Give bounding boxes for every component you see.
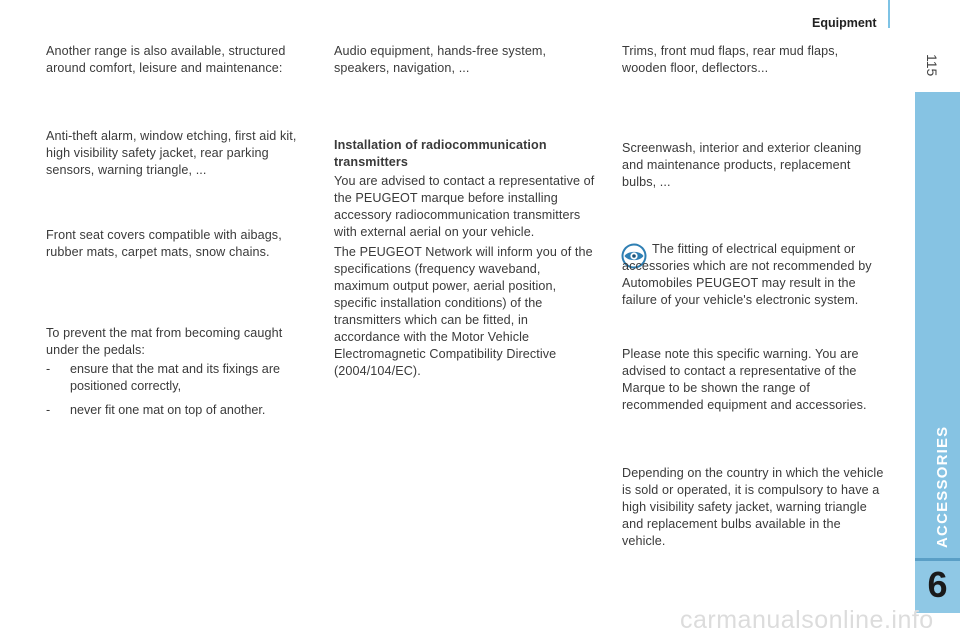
list-item: - never fit one mat on top of another. [46, 403, 266, 417]
section-label: ACCESSORIES [934, 425, 951, 548]
chapter-number: 6 [927, 564, 948, 605]
col1-paragraph-security: Anti-theft alarm, window etching, first aid kit, high visibility safety jacket, rear parking sensors, warning triangle, ... [46, 129, 297, 177]
col2-heading-radio: Installation of radiocommunication transmitters [334, 138, 547, 169]
page-header-title: Equipment [812, 16, 877, 30]
col3-paragraph-warning-note: The fitting of electrical equipment or accessories which are not recommended by Automobiles PEUGEOT may result in the failure of your vehicle's electronic system. [622, 242, 872, 307]
page-number: 115 [924, 54, 940, 77]
col2-paragraph-audio: Audio equipment, hands-free system, speakers, navigation, ... [334, 44, 547, 75]
col3-paragraph-screenwash: Screenwash, interior and exterior cleaning and maintenance products, replacement bulbs, ... [622, 141, 862, 189]
col1-paragraph-mat: To prevent the mat from becoming caught under the pedals: [46, 326, 283, 357]
mat-instructions-list [46, 361, 308, 426]
col3-paragraph-trims: Trims, front mud flaps, rear mud flaps, wooden floor, deflectors... [622, 44, 839, 75]
col1-paragraph-covers: Front seat covers compatible with aibags, rubber mats, carpet mats, snow chains. [46, 228, 282, 259]
watermark: carmanualsonline.info [680, 606, 934, 634]
col3-paragraph-specific-warning: Please note this specific warning. You are advised to contact a representative of the Marque to be shown the range of recommended equipment and accessories. [622, 347, 867, 412]
col2-paragraph-network: The PEUGEOT Network will inform you of the specifications (frequency waveband, maximum output power, aerial position, specific installation conditions) of the transmitters which can be fitted, in accordance with the Motor Vehicle Electromagnetic Compatibility Directive (2004/104/EC). [334, 245, 593, 378]
col1-paragraph-range: Another range is also available, structured around comfort, leisure and maintenance: [46, 44, 286, 75]
col3-paragraph-country: Depending on the country in which the vehicle is sold or operated, it is compulsory to have a high visibility safety jacket, warning triangle and replacement bulbs available in the vehicle. [622, 466, 884, 548]
col2-paragraph-advice: You are advised to contact a representative of the PEUGEOT marque before installing accessory radiocommunication transmitters with external aerial on your vehicle. [334, 174, 595, 239]
header-accent-bar [888, 0, 890, 28]
list-item: - ensure that the mat and its fixings are positioned correctly, [46, 362, 281, 393]
